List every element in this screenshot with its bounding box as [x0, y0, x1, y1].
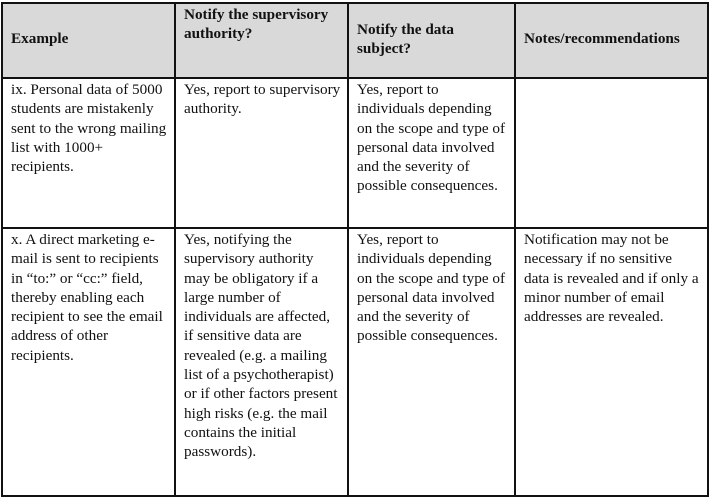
cell-notes: [515, 228, 708, 496]
notes-text: Notification may not be necessary if no sensitive data is revealed and if only a minor number of email addresses are revealed.: [524, 231, 699, 326]
notes-text: [524, 79, 701, 80]
cell-notes: [515, 78, 708, 228]
cell-example: [2, 78, 175, 228]
cell-notify-data-subject: [348, 78, 515, 228]
table-row: [2, 78, 708, 228]
example-text: ix. Personal data of 5000 students are mistakenly sent to the wrong mailing list with 1000+ recipients.: [11, 81, 167, 176]
breach-notification-table: [1, 2, 709, 497]
example-text: x. A direct marketing e-mail is sent to recipients in “to:” or “cc:” field, thereby enabling each recipient to see the email address of other recipients.: [11, 231, 163, 364]
cell-notify-data-subject: [348, 228, 515, 496]
notify-supervisory-authority-text: Yes, notifying the supervisory authority may be obligatory if a large number of individuals are affected, if sensitive data are revealed (e.g. a mailing list of a psychotherapist) or if other factors present high risks (e.g. the mail contains the initial passwords).: [184, 231, 338, 461]
notify-supervisory-authority-text: Yes, report to supervisory authority.: [184, 81, 341, 118]
notify-data-subject-text: Yes, report to individuals depending on the scope and type of personal data involved and the severity of possible consequences.: [357, 231, 506, 345]
cell-notify-supervisory-authority: [175, 228, 348, 496]
notify-data-subject-text: Yes, report to individuals depending on the scope and type of personal data involved and the severity of possible consequences.: [357, 81, 506, 195]
table-header-row: [2, 3, 708, 78]
header-notes-recommendations: Notes/recommendations: [515, 3, 708, 78]
header-example: Example: [2, 3, 175, 78]
table-row: [2, 228, 708, 496]
cell-notify-supervisory-authority: [175, 78, 348, 228]
cell-example: [2, 228, 175, 496]
header-notify-data-subject: Notify the data subject?: [348, 3, 515, 78]
header-notify-supervisory-authority: Notify the supervisory authority?: [175, 3, 348, 78]
